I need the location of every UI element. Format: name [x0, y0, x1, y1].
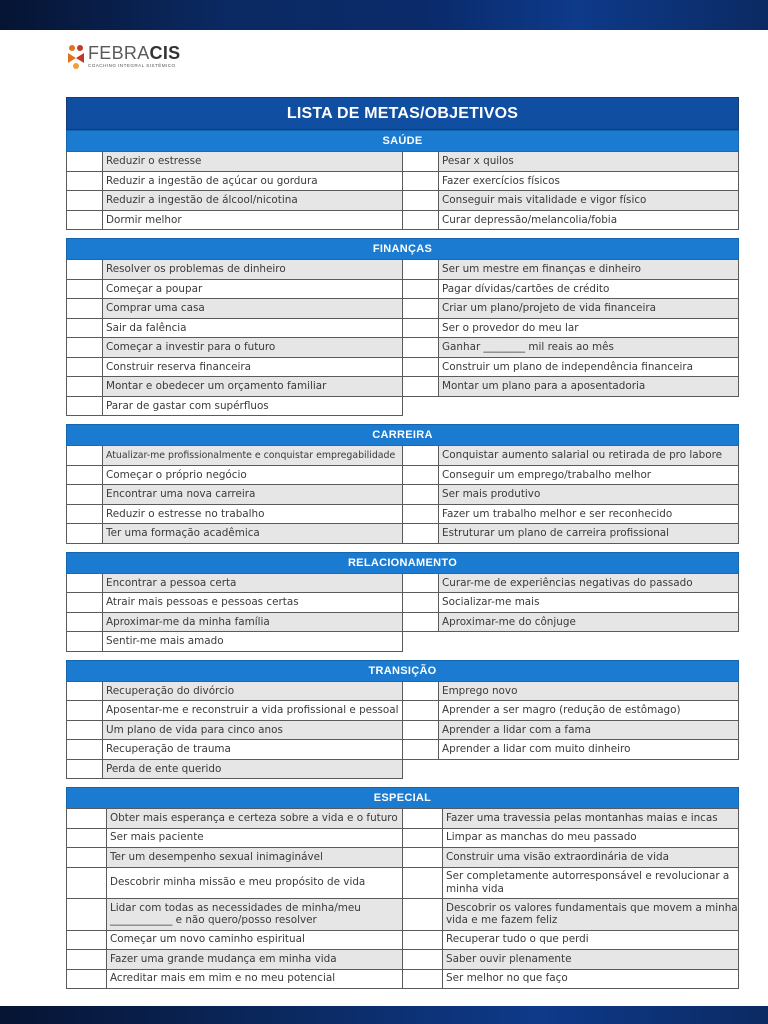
brand-people-icon [66, 44, 86, 70]
goal-row [66, 740, 739, 760]
goal-checkbox[interactable] [403, 848, 443, 867]
goal-label: Fazer exercícios físicos [439, 172, 738, 191]
section-transicao [66, 660, 739, 780]
goal-checkbox[interactable] [67, 524, 103, 543]
section-title: ESPECIAL [66, 787, 739, 809]
goal-row [66, 260, 739, 280]
goal-cell [66, 949, 403, 970]
goal-label: Recuperação do divórcio [103, 682, 402, 701]
goal-row [66, 397, 739, 417]
goal-cell [402, 279, 739, 300]
goal-row [66, 593, 739, 613]
goal-label: Conseguir um emprego/trabalho melhor [439, 466, 738, 485]
section-financas [66, 238, 739, 416]
goal-label: Recuperação de trauma [103, 740, 402, 759]
goal-checkbox[interactable] [403, 466, 439, 485]
goal-row [66, 319, 739, 339]
goal-checkbox[interactable] [67, 899, 107, 930]
goal-checkbox[interactable] [67, 740, 103, 759]
goal-row [66, 446, 739, 466]
goal-checkbox[interactable] [403, 829, 443, 848]
goal-label: Reduzir o estresse no trabalho [103, 505, 402, 524]
goal-cell [66, 847, 403, 868]
goal-cell [66, 759, 403, 780]
section-especial [66, 787, 739, 989]
goal-row [66, 299, 739, 319]
goal-label: Ganhar ________ mil reais ao mês [439, 338, 738, 357]
goal-cell [66, 396, 403, 417]
goal-label: Recuperar tudo o que perdi [443, 931, 738, 950]
goal-label: Limpar as manchas do meu passado [443, 829, 738, 848]
goal-label: Lidar com todas as necessidades de minha/meu ____________ e não quero/posso resolver [107, 899, 402, 930]
goal-checkbox[interactable] [67, 574, 103, 593]
goal-label: Encontrar a pessoa certa [103, 574, 402, 593]
goal-label: Emprego novo [439, 682, 738, 701]
goal-label: Ser completamente autorresponsável e revolucionar a minha vida [443, 868, 738, 899]
goal-checkbox[interactable] [403, 299, 439, 318]
goal-checkbox[interactable] [67, 280, 103, 299]
goal-label: Montar e obedecer um orçamento familiar [103, 377, 402, 396]
goal-label: Pesar x quilos [439, 152, 738, 171]
goal-cell [66, 720, 403, 741]
goal-cell [402, 898, 739, 931]
goal-label: Pagar dívidas/cartões de crédito [439, 280, 738, 299]
goal-cell [402, 523, 739, 544]
goal-label: Começar um novo caminho espiritual [107, 931, 402, 950]
goal-checkbox[interactable] [403, 721, 439, 740]
goal-cell [402, 739, 739, 760]
goal-label: Fazer uma travessia pelas montanhas maias e incas [443, 809, 738, 828]
goal-cell [66, 210, 403, 231]
goal-cell [66, 259, 403, 280]
goal-label: Montar um plano para a aposentadoria [439, 377, 738, 396]
goal-checkbox[interactable] [403, 574, 439, 593]
goal-label: Começar a investir para o futuro [103, 338, 402, 357]
goal-checkbox[interactable] [67, 950, 107, 969]
goal-checkbox[interactable] [403, 446, 439, 465]
goal-row [66, 377, 739, 397]
goal-label: Aprender a lidar com muito dinheiro [439, 740, 738, 759]
goal-checkbox[interactable] [403, 524, 439, 543]
goal-cell [66, 504, 403, 525]
goal-cell [66, 739, 403, 760]
goal-checkbox[interactable] [67, 868, 107, 899]
goal-row [66, 950, 739, 970]
goal-label: Perda de ente querido [103, 760, 402, 779]
goal-cell [402, 949, 739, 970]
goal-row [66, 574, 739, 594]
goal-cell [402, 612, 739, 633]
goal-checkbox[interactable] [67, 211, 103, 230]
goal-cell [402, 930, 739, 951]
goal-checkbox[interactable] [67, 970, 107, 989]
goal-checkbox[interactable] [67, 172, 103, 191]
goal-checkbox[interactable] [403, 701, 439, 720]
goal-label: Comprar uma casa [103, 299, 402, 318]
goal-cell [402, 808, 739, 829]
goal-checkbox[interactable] [403, 740, 439, 759]
goal-label: Ser mais paciente [107, 829, 402, 848]
goal-checkbox[interactable] [67, 377, 103, 396]
goal-cell [66, 898, 403, 931]
goal-label: Conquistar aumento salarial ou retirada de pro labore [439, 446, 738, 465]
goal-cell [402, 190, 739, 211]
goal-label: Curar-me de experiências negativas do passado [439, 574, 738, 593]
goal-checkbox[interactable] [67, 505, 103, 524]
goal-checkbox[interactable] [67, 931, 107, 950]
goal-row [66, 211, 739, 231]
goal-checkbox[interactable] [403, 211, 439, 230]
goal-checkbox[interactable] [403, 899, 443, 930]
goal-label: Dormir melhor [103, 211, 402, 230]
section-relacionamento [66, 552, 739, 652]
top-decorative-band [0, 0, 768, 30]
goal-cell [66, 828, 403, 849]
section-title: TRANSIÇÃO [66, 660, 739, 682]
goal-row [66, 172, 739, 192]
goal-row [66, 931, 739, 951]
goal-cell [402, 445, 739, 466]
goal-row [66, 632, 739, 652]
goal-row [66, 191, 739, 211]
goal-checkbox[interactable] [67, 152, 103, 171]
goal-cell [402, 259, 739, 280]
goal-cell [402, 465, 739, 486]
goal-checkbox[interactable] [403, 338, 439, 357]
goal-checkbox[interactable] [403, 377, 439, 396]
goal-row [66, 152, 739, 172]
goal-checkbox[interactable] [67, 829, 107, 848]
goal-cell [402, 151, 739, 172]
empty-cell [402, 396, 739, 417]
goal-cell [402, 573, 739, 594]
goal-row [66, 701, 739, 721]
goal-row [66, 829, 739, 849]
goal-cell [66, 700, 403, 721]
section-saude [66, 130, 739, 230]
goal-cell [402, 504, 739, 525]
goal-label: Sair da falência [103, 319, 402, 338]
goal-checkbox[interactable] [403, 172, 439, 191]
goal-checkbox[interactable] [403, 868, 443, 899]
goal-checkbox[interactable] [67, 613, 103, 632]
goal-cell [66, 867, 403, 900]
goal-checkbox[interactable] [67, 701, 103, 720]
goal-checkbox[interactable] [403, 613, 439, 632]
goal-label: Aproximar-me da minha família [103, 613, 402, 632]
goal-checkbox[interactable] [67, 358, 103, 377]
goal-cell [66, 445, 403, 466]
goal-checkbox[interactable] [67, 260, 103, 279]
brand-logo [66, 44, 180, 72]
empty-cell [402, 759, 739, 780]
goal-cell [402, 969, 739, 990]
goal-cell [402, 592, 739, 613]
goal-label: Encontrar uma nova carreira [103, 485, 402, 504]
goal-label: Descobrir os valores fundamentais que movem a minha vida e me fazem feliz [443, 899, 738, 930]
goal-label: Sentir-me mais amado [103, 632, 402, 651]
goal-checkbox[interactable] [403, 950, 443, 969]
goal-row [66, 524, 739, 544]
goal-cell [402, 867, 739, 900]
goal-cell [66, 484, 403, 505]
goal-label: Obter mais esperança e certeza sobre a vida e o futuro [107, 809, 402, 828]
goal-cell [66, 808, 403, 829]
goal-cell [66, 171, 403, 192]
goal-label: Começar o próprio negócio [103, 466, 402, 485]
goal-label: Aprender a ser magro (redução de estômago) [439, 701, 738, 720]
goal-cell [66, 190, 403, 211]
goal-cell [66, 930, 403, 951]
goal-row [66, 358, 739, 378]
goal-label: Socializar-me mais [439, 593, 738, 612]
goal-checkbox[interactable] [403, 485, 439, 504]
goal-label: Aposentar-me e reconstruir a vida profissional e pessoal [103, 701, 402, 720]
goal-cell [66, 318, 403, 339]
goal-label: Reduzir a ingestão de açúcar ou gordura [103, 172, 402, 191]
goal-label: Aproximar-me do cônjuge [439, 613, 738, 632]
goal-cell [66, 298, 403, 319]
goal-label: Criar um plano/projeto de vida financeira [439, 299, 738, 318]
goal-checkbox[interactable] [403, 931, 443, 950]
goal-row [66, 466, 739, 486]
goal-row [66, 809, 739, 829]
goal-row [66, 868, 739, 900]
goal-checkbox[interactable] [403, 809, 443, 828]
goal-label: Um plano de vida para cinco anos [103, 721, 402, 740]
goal-checkbox[interactable] [67, 721, 103, 740]
goal-cell [402, 337, 739, 358]
goal-checkbox[interactable] [403, 152, 439, 171]
goal-label: Ter um desempenho sexual inimaginável [107, 848, 402, 867]
goal-label: Acreditar mais em mim e no meu potencial [107, 970, 402, 989]
goal-checkbox[interactable] [67, 593, 103, 612]
goal-cell [66, 631, 403, 652]
goal-cell [66, 357, 403, 378]
goal-cell [402, 318, 739, 339]
goal-label: Construir uma visão extraordinária de vida [443, 848, 738, 867]
section-carreira [66, 424, 739, 544]
goal-label: Descobrir minha missão e meu propósito de vida [107, 868, 402, 899]
goal-cell [402, 171, 739, 192]
goal-label: Parar de gastar com supérfluos [103, 397, 402, 416]
goal-row [66, 970, 739, 990]
goal-label: Construir um plano de independência financeira [439, 358, 738, 377]
goal-row [66, 682, 739, 702]
bottom-decorative-band [0, 1006, 768, 1024]
goal-label: Ser o provedor do meu lar [439, 319, 738, 338]
goals-sheet [66, 97, 739, 997]
goal-cell [66, 279, 403, 300]
empty-cell [402, 631, 739, 652]
goal-label: Saber ouvir plenamente [443, 950, 738, 969]
goal-checkbox[interactable] [403, 191, 439, 210]
goal-cell [402, 376, 739, 397]
goal-label: Resolver os problemas de dinheiro [103, 260, 402, 279]
goal-label: Reduzir a ingestão de álcool/nicotina [103, 191, 402, 210]
goal-cell [66, 376, 403, 397]
goal-row [66, 848, 739, 868]
goal-label: Aprender a lidar com a fama [439, 721, 738, 740]
goal-cell [66, 681, 403, 702]
goal-row [66, 760, 739, 780]
page-title: LISTA DE METAS/OBJETIVOS [66, 97, 739, 130]
goal-label: Ter uma formação acadêmica [103, 524, 402, 543]
goal-cell [66, 573, 403, 594]
goal-cell [66, 969, 403, 990]
goal-checkbox[interactable] [67, 632, 103, 651]
section-title: RELACIONAMENTO [66, 552, 739, 574]
goal-cell [66, 592, 403, 613]
section-title: SAÚDE [66, 130, 739, 152]
goal-label: Estruturar um plano de carreira profissional [439, 524, 738, 543]
goal-checkbox[interactable] [403, 358, 439, 377]
goal-label: Fazer uma grande mudança em minha vida [107, 950, 402, 969]
goal-row [66, 613, 739, 633]
goal-cell [66, 612, 403, 633]
goal-checkbox[interactable] [403, 280, 439, 299]
goal-checkbox[interactable] [67, 397, 103, 416]
goal-cell [402, 847, 739, 868]
goal-label: Curar depressão/melancolia/fobia [439, 211, 738, 230]
goal-cell [66, 337, 403, 358]
goal-checkbox[interactable] [403, 970, 443, 989]
goal-label: Começar a poupar [103, 280, 402, 299]
goal-checkbox[interactable] [403, 319, 439, 338]
goal-checkbox[interactable] [67, 446, 103, 465]
goal-label: Reduzir o estresse [103, 152, 402, 171]
goal-label: Ser um mestre em finanças e dinheiro [439, 260, 738, 279]
goal-label: Fazer um trabalho melhor e ser reconhecido [439, 505, 738, 524]
goal-checkbox[interactable] [67, 848, 107, 867]
goal-cell [402, 484, 739, 505]
goal-row [66, 899, 739, 931]
goal-checkbox[interactable] [403, 682, 439, 701]
goal-checkbox[interactable] [67, 809, 107, 828]
goal-cell [402, 700, 739, 721]
brand-name: FEBRACIS [88, 43, 181, 63]
section-title: CARREIRA [66, 424, 739, 446]
goal-label: Conseguir mais vitalidade e vigor físico [439, 191, 738, 210]
goal-checkbox[interactable] [67, 191, 103, 210]
goal-label: Atrair mais pessoas e pessoas certas [103, 593, 402, 612]
goal-cell [402, 210, 739, 231]
goal-cell [402, 720, 739, 741]
goal-checkbox[interactable] [67, 319, 103, 338]
goal-row [66, 721, 739, 741]
goal-label: Atualizar-me profissionalmente e conquistar empregabilidade [103, 446, 402, 465]
goal-label: Construir reserva financeira [103, 358, 402, 377]
brand-tagline: COACHING INTEGRAL SISTÊMICO [88, 63, 176, 68]
goal-checkbox[interactable] [403, 260, 439, 279]
goal-cell [402, 828, 739, 849]
goal-row [66, 338, 739, 358]
section-title: FINANÇAS [66, 238, 739, 260]
goal-row [66, 505, 739, 525]
goal-checkbox[interactable] [67, 760, 103, 779]
goal-label: Ser mais produtivo [439, 485, 738, 504]
goal-cell [402, 298, 739, 319]
goal-checkbox[interactable] [67, 299, 103, 318]
goal-cell [402, 681, 739, 702]
goal-checkbox[interactable] [67, 485, 103, 504]
goal-checkbox[interactable] [67, 466, 103, 485]
goal-checkbox[interactable] [403, 505, 439, 524]
goal-checkbox[interactable] [67, 682, 103, 701]
goal-checkbox[interactable] [67, 338, 103, 357]
goal-cell [66, 523, 403, 544]
goal-cell [66, 465, 403, 486]
goal-cell [66, 151, 403, 172]
goal-row [66, 485, 739, 505]
goal-label: Ser melhor no que faço [443, 970, 738, 989]
goal-cell [402, 357, 739, 378]
goal-checkbox[interactable] [403, 593, 439, 612]
goal-row [66, 280, 739, 300]
